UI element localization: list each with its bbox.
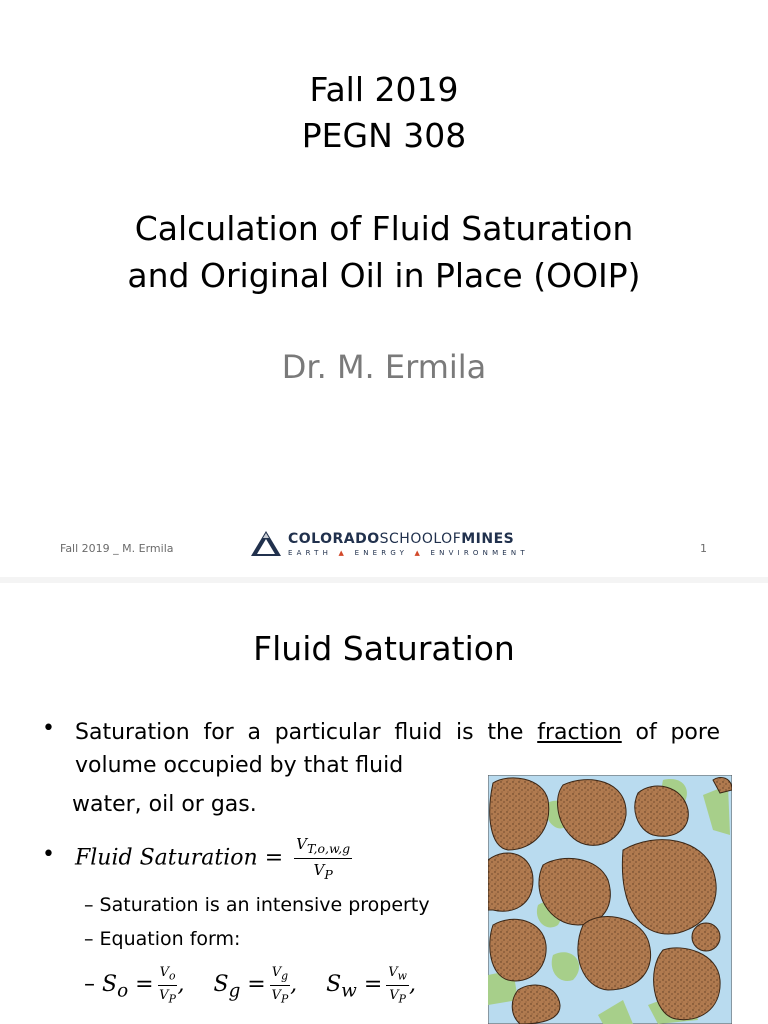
formula-denominator-sub: P bbox=[324, 867, 333, 882]
logo-wordmark bbox=[288, 531, 514, 547]
eq-sub: w bbox=[397, 969, 407, 983]
logo-word-colorado: COLORADO bbox=[288, 531, 380, 547]
logo-word-mines: MINES bbox=[461, 531, 515, 547]
oil-saturation-eq: $S_o$ = $\frac{V_o}{V_P}$ , bbox=[102, 965, 185, 1006]
formula-fraction bbox=[294, 835, 352, 882]
saturation-formula bbox=[75, 835, 352, 882]
water-saturation-eq: $S_w$ = $\frac{V_w}{V_P}$ , bbox=[326, 965, 416, 1006]
eq-sub: P bbox=[398, 992, 406, 1006]
logo-tag-environment: ENVIRONMENT bbox=[430, 549, 529, 557]
slide-heading: Fluid Saturation bbox=[253, 629, 515, 668]
logo-word-schoolof: SCHOOLOF bbox=[379, 531, 462, 547]
logo-tag-energy: ENERGY bbox=[354, 549, 409, 557]
eq-sub: w bbox=[341, 980, 357, 1002]
slide-footer-text: Fall 2019 _ M. Ermila bbox=[60, 542, 174, 555]
formula-lhs: Fluid Saturation = bbox=[75, 845, 284, 871]
sub-bullet-text: Equation form: bbox=[99, 928, 241, 950]
definition-continuation: water, oil or gas. bbox=[72, 792, 257, 817]
slide-title-line-2: PEGN 308 bbox=[301, 116, 467, 155]
definition-underlined-word: fraction bbox=[537, 720, 622, 745]
definition-text-start: Saturation for a particular fluid is the bbox=[75, 720, 538, 745]
colorado-school-of-mines-logo bbox=[250, 529, 529, 559]
slide-title-line-3: Calculation of Fluid Saturation bbox=[134, 209, 634, 248]
author-name: Dr. M. Ermila bbox=[281, 348, 487, 386]
content-slide bbox=[0, 583, 768, 1024]
logo-separator-1: ▲ bbox=[338, 549, 349, 557]
mines-triangle-icon bbox=[250, 530, 282, 558]
pore-grain-diagram bbox=[488, 775, 732, 1024]
eq-sub: o bbox=[117, 980, 129, 1002]
dash-marker: – bbox=[84, 894, 94, 916]
eq-sub: g bbox=[281, 969, 289, 983]
logo-separator-2: ▲ bbox=[414, 549, 425, 557]
definition-paragraph bbox=[75, 716, 720, 782]
eq-sub: g bbox=[228, 980, 241, 1002]
dash-marker: – bbox=[84, 928, 94, 950]
bullet-marker-2: • bbox=[42, 842, 55, 867]
sub-bullet-2 bbox=[84, 928, 240, 950]
cut-off-text-line bbox=[84, 1017, 464, 1024]
bullet-marker-1: • bbox=[42, 716, 55, 741]
formula-numerator-sub: T,o,w,g bbox=[306, 841, 351, 856]
page-number: 1 bbox=[700, 542, 707, 555]
logo-tag-earth: EARTH bbox=[288, 549, 333, 557]
sub-bullet-1 bbox=[84, 894, 430, 916]
formula-numerator: V bbox=[296, 835, 307, 853]
sub-bullet-text: Saturation is an intensive property bbox=[99, 894, 430, 916]
gas-saturation-eq: $S_g$ = $\frac{V_g}{V_P}$ , bbox=[213, 965, 298, 1006]
definition-text-end: of pore volume occupied by that fluid bbox=[75, 720, 720, 778]
eq-sub: P bbox=[168, 992, 176, 1006]
slide-title-line-1: Fall 2019 bbox=[309, 70, 459, 109]
eq-sub: P bbox=[280, 992, 289, 1006]
dash-marker: – bbox=[84, 972, 95, 998]
slide-title-line-4: and Original Oil in Place (OOIP) bbox=[127, 256, 641, 295]
saturation-equations bbox=[84, 965, 438, 1005]
formula-denominator: V bbox=[313, 861, 325, 879]
eq-sub: o bbox=[168, 969, 176, 983]
logo-tagline bbox=[288, 549, 529, 557]
